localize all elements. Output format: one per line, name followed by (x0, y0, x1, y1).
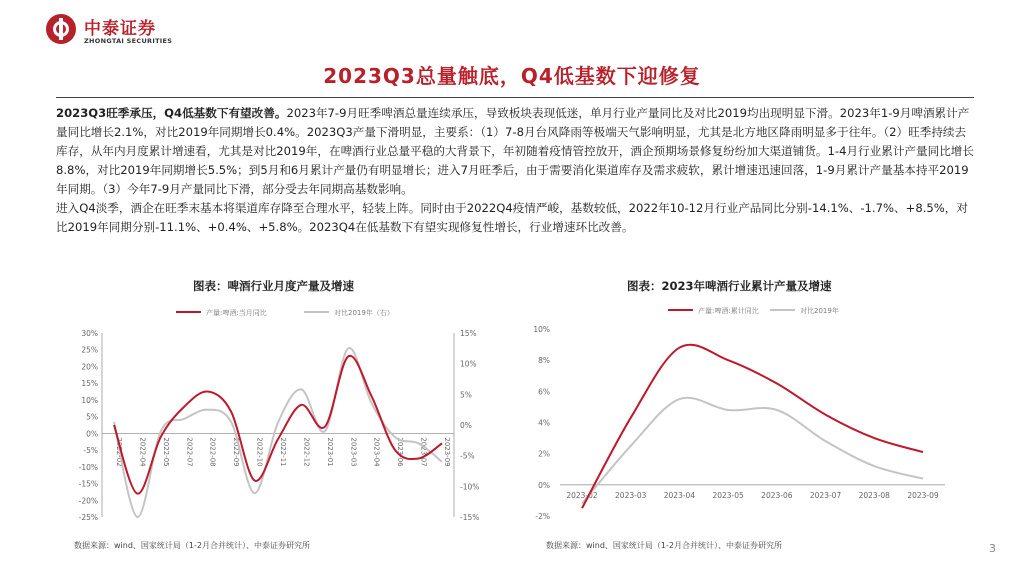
y-tick-label: 10% (533, 325, 550, 334)
page-number: 3 (989, 542, 996, 555)
paragraph-1 (56, 104, 974, 199)
left-y-tick-label: -5% (83, 446, 98, 456)
x-tick-label: 2022-07 (185, 437, 194, 467)
x-tick-label: 2022-09 (232, 437, 241, 467)
right-y-tick-label: 5% (460, 390, 472, 400)
series-line-cumulative-yoy (582, 345, 923, 508)
slide-title: 2023Q3总量触底，Q4低基数下迎修复 (323, 64, 701, 88)
legend-label-cumulative-yoy: 产量:啤酒:累计同比 (698, 307, 759, 315)
x-tick-label: 2023-01 (325, 437, 334, 467)
x-tick-label: 2022-12 (302, 437, 311, 467)
x-tick-label: 2023-03 (615, 490, 647, 500)
right-y-tick-label: 0% (460, 421, 472, 430)
left-y-tick-label: -25% (78, 513, 98, 522)
paragraph-lead: 2023Q3旺季承压，Q4低基数下有望改善。 (56, 106, 287, 120)
y-tick-label: 2% (538, 449, 550, 459)
right-chart-source: 数据来源：wind、国家统计局（1-2月合并统计）、中泰证券研究所 (546, 541, 782, 550)
x-tick-label: 2022-11 (279, 437, 287, 467)
x-tick-label: 2022-05 (161, 437, 170, 467)
right-y-tick-label: -15% (460, 513, 480, 522)
y-tick-label: -2% (535, 512, 550, 521)
left-chart-source: 数据来源：wind、国家统计局（1-2月合并统计）、中泰证券研究所 (74, 541, 310, 550)
right-y-tick-label: 15% (460, 329, 477, 338)
left-y-tick-label: 25% (81, 345, 98, 355)
left-y-tick-label: 15% (81, 379, 98, 389)
x-tick-label: 2023-02 (566, 490, 598, 500)
left-y-tick-label: 20% (81, 362, 98, 372)
cumulative-output-chart (520, 300, 960, 530)
y-tick-label: 0% (538, 480, 550, 490)
x-tick-label: 2022-04 (138, 437, 147, 467)
x-tick-label: 2023-04 (663, 490, 696, 500)
y-tick-label: 4% (538, 418, 550, 428)
company-logo (46, 12, 186, 52)
right-chart-title: 图表：2023年啤酒行业累计产量及增速 (627, 279, 832, 293)
logo-english-name: ZHONGTAI SECURITIES (84, 37, 173, 45)
x-tick-label: 2023-09 (443, 437, 451, 467)
y-tick-label: 8% (538, 356, 550, 366)
right-y-tick-label: -10% (460, 482, 480, 492)
x-tick-label: 2023-07 (809, 490, 842, 500)
body-text (56, 104, 974, 237)
x-tick-label: 2022-10 (255, 437, 264, 467)
left-y-tick-label: 0% (86, 429, 98, 439)
x-tick-label: 2023-07 (419, 437, 428, 467)
legend-label-monthly-yoy: 产量:啤酒:当月同比 (206, 309, 267, 317)
logo-chinese-name: 中泰证券 (84, 19, 156, 39)
right-y-tick-label: 10% (460, 359, 477, 369)
left-y-tick-label: 5% (86, 412, 98, 422)
paragraph-1-text: 2023年7-9月旺季啤酒总量连续承压，导致板块表现低迷，单月行业产量同比及对比2019均出现明显下滑。2023年1-9月啤酒累计产量同比增长2.1%，对比2019年同期增长0.4%。2023Q3产量下滑明显，主要系：（1）7-8月台风降雨等极端天气影响明显，尤其是北方地区降雨明显多于往年。（2）旺季持续去库存，从年内月度累计增速看，尤其是对比2019年，在啤酒行业总量平稳的大背景下，年初随着疫情管控放开，酒企预期场景修复纷纷加大渠道铺货。1-4月行业累计产量同比增长8.8%，对比2019年同期增长5.5%；到5月和6月累计产量仍有明显增长；进入7月旺季后，由于需要消化渠道库存及需求疲软，累计增速迅速回落，1-9月累计产量基本持平2019年同期。（3）今年7-9月产量同比下滑，部分受去年同期高基数影响。 (56, 106, 974, 196)
left-y-tick-label: 30% (81, 329, 98, 338)
x-tick-label: 2023-06 (761, 490, 793, 500)
x-tick-label: 2023-03 (349, 437, 358, 467)
x-tick-label: 2022-02 (115, 437, 123, 467)
left-chart-title: 图表：啤酒行业月度产量及增速 (193, 279, 354, 293)
y-tick-label: 6% (538, 387, 550, 397)
monthly-output-chart (56, 300, 486, 530)
paragraph-2: 进入Q4淡季，酒企在旺季末基本将渠道库存降至合理水平，轻装上阵。同时由于2022Q4疫情严峻，基数较低，2022年10-12月行业产品同比分别-14.1%、-1.7%、+8.5%，对比2019年同期分别-11.1%、+0.4%、+5.8%。2023Q4在低基数下有望实现修复性增长，行业增速环比改善。 (56, 201, 968, 234)
x-tick-label: 2023-06 (396, 437, 405, 467)
title-divider (56, 97, 974, 98)
logo-mark-icon (46, 14, 76, 44)
x-tick-label: 2023-08 (858, 490, 890, 500)
x-tick-label: 2022-08 (208, 437, 217, 467)
left-y-tick-label: -10% (78, 462, 98, 472)
left-y-tick-label: 10% (81, 395, 98, 405)
legend-label-vs-2019: 对比2019年（右） (334, 309, 394, 317)
right-y-tick-label: -5% (460, 451, 475, 461)
legend-label-vs-2019: 对比2019年 (800, 307, 839, 315)
x-tick-label: 2023-09 (907, 490, 939, 500)
x-tick-label: 2023-04 (372, 437, 381, 467)
left-y-tick-label: -20% (78, 496, 98, 506)
left-y-tick-label: -15% (78, 479, 98, 489)
x-tick-label: 2023-05 (712, 490, 744, 500)
